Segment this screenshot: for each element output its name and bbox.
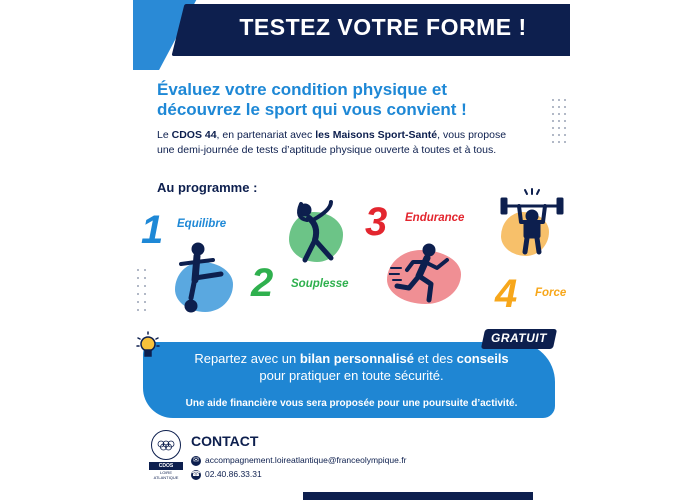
banner-line-2: pour pratiquer en toute sécurité. xyxy=(259,368,444,383)
gratuit-label: GRATUIT xyxy=(491,331,547,345)
headline-line-1: Évaluez votre condition physique et xyxy=(157,80,447,99)
intro-line-1: Le CDOS 44, en partenariat avec les Maisons Sport-Santé, vous propose xyxy=(157,129,507,141)
stretching-athlete-icon xyxy=(291,196,345,266)
headline xyxy=(157,80,527,120)
page-title: TESTEZ VOTRE FORME ! xyxy=(239,14,527,40)
dot-grid-decoration xyxy=(551,98,570,148)
logo-name: CDOS xyxy=(149,462,183,470)
banner-line-1: Repartez avec un bilan personnalisé et des conseils xyxy=(194,351,509,366)
logo-sub-2: ATLANTIQUE xyxy=(153,475,179,480)
test-number-1: 1 xyxy=(141,208,164,252)
cdos-logo xyxy=(149,430,183,480)
test-label-equilibre: Equilibre xyxy=(177,218,227,230)
contact-email[interactable]: accompagnement.loireatlantique@franceolympique.fr xyxy=(205,455,407,465)
balance-athlete-icon xyxy=(177,240,231,316)
bottom-band xyxy=(303,492,533,500)
contact-phone-row[interactable] xyxy=(191,469,262,480)
email-icon: ✉ xyxy=(191,456,201,466)
intro-line-2: une demi-journée de tests d’aptitude physique ouverte à toutes et à tous. xyxy=(157,144,497,156)
weightlifter-icon xyxy=(499,188,565,258)
test-number-3: 3 xyxy=(365,200,388,244)
olympic-rings-emblem xyxy=(151,430,181,460)
dot-grid-decoration-left xyxy=(133,268,155,320)
contact-title: CONTACT xyxy=(191,433,259,449)
financial-aid-text: Une aide financière vous sera proposée pour une poursuite d’activité. xyxy=(185,398,518,409)
contact-phone[interactable]: 02.40.86.33.31 xyxy=(205,469,262,479)
logo-sub-1: LOIRE xyxy=(159,470,172,475)
test-number-2: 2 xyxy=(251,261,274,305)
banner-text xyxy=(133,350,570,384)
running-athlete-icon xyxy=(389,240,459,306)
programme-label: Au programme : xyxy=(157,180,258,195)
phone-icon: ☎ xyxy=(191,470,201,478)
intro-text xyxy=(157,128,542,158)
test-label-force: Force xyxy=(535,287,567,299)
test-number-4: 4 xyxy=(495,272,518,316)
test-label-endurance: Endurance xyxy=(405,212,465,224)
headline-line-2: découvrez le sport qui vous convient ! xyxy=(157,100,467,119)
contact-email-row[interactable] xyxy=(191,455,406,466)
poster xyxy=(133,0,570,500)
test-label-souplesse: Souplesse xyxy=(291,278,349,290)
